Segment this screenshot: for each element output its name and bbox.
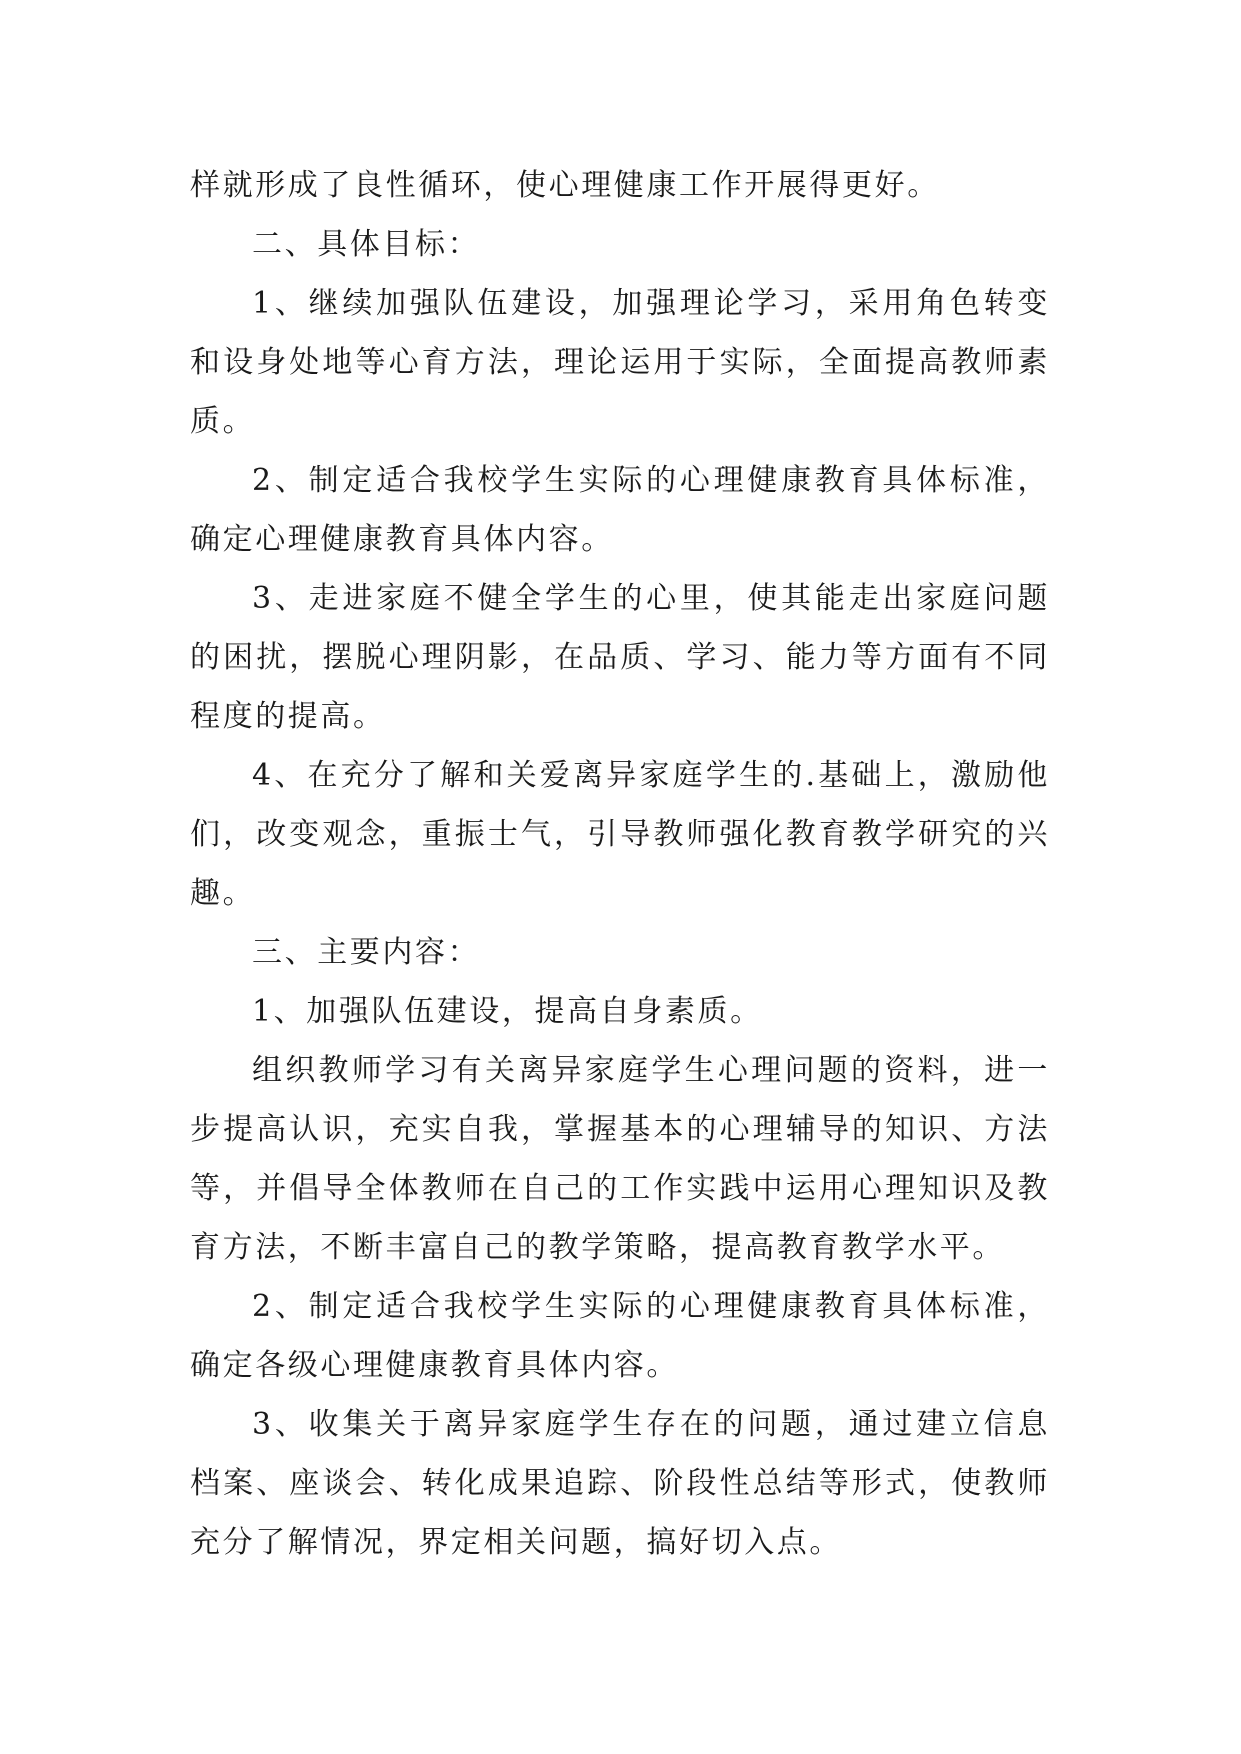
- section-heading-specific-goals: 二、具体目标：: [252, 227, 481, 262]
- section-heading-main-content: 三、主要内容：: [252, 935, 481, 970]
- goal-item-4: 4、在充分了解和关爱离异家庭学生的.基础上，激励他们，改变观念，重振士气，引导教师强化教育教学研究的兴趣。: [190, 758, 1050, 911]
- goal-item-2: 2、制定适合我校学生实际的心理健康教育具体标准，确定心理健康教育具体内容。: [190, 463, 1050, 557]
- paragraph-continuation: 样就形成了良性循环，使心理健康工作开展得更好。: [190, 168, 940, 203]
- content-item-3: 3、收集关于离异家庭学生存在的问题，通过建立信息档案、座谈会、转化成果追踪、阶段性总结等形式，使教师充分了解情况，界定相关问题，搞好切入点。: [190, 1407, 1050, 1560]
- document-body: [190, 156, 1050, 1572]
- goal-item-1: 1、继续加强队伍建设，加强理论学习，采用角色转变和设身处地等心育方法，理论运用于实际，全面提高教师素质。: [190, 286, 1050, 439]
- goal-item-3: 3、走进家庭不健全学生的心里，使其能走出家庭问题的困扰，摆脱心理阴影，在品质、学习、能力等方面有不同程度的提高。: [190, 581, 1050, 734]
- content-item-1-body: 组织教师学习有关离异家庭学生心理问题的资料，进一步提高认识，充实自我，掌握基本的心理辅导的知识、方法等，并倡导全体教师在自己的工作实践中运用心理知识及教育方法，不断丰富自己的教学策略，提高教育教学水平。: [190, 1053, 1050, 1265]
- content-item-2: 2、制定适合我校学生实际的心理健康教育具体标准，确定各级心理健康教育具体内容。: [190, 1289, 1050, 1383]
- content-item-1-heading: 1、加强队伍建设，提高自身素质。: [252, 994, 763, 1029]
